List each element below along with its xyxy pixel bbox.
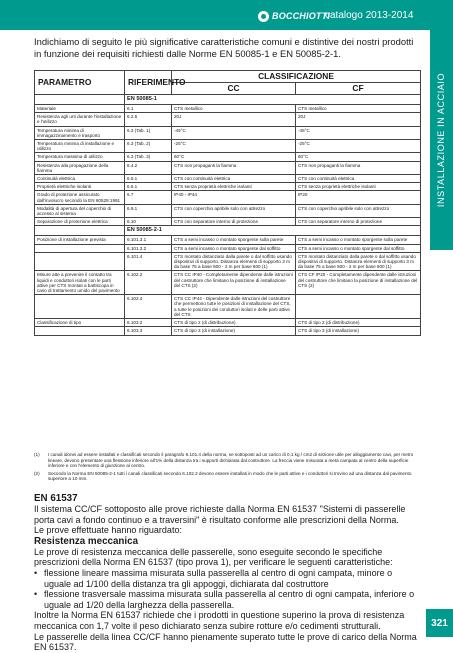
cell-ref: 6.101.3.1 bbox=[125, 236, 172, 244]
footnote-text: Secondo la Norma EN 50085-2-1 tutti i canali classificati secondo 6.102.2 devono essere installati in modo che le parti attive e i conduttori si trovino ad una distanza dal pavimento superiore a 10 mm. bbox=[48, 470, 412, 482]
section-subheading: Resistenza meccanica bbox=[34, 535, 139, 547]
cell-cc: CTS montato distanziato dalla parete o dal soffitto usando dispositivi di supporto. Distanza elementi di supporto 3 m da base 75 a base 500 - 2 m per base 600 (1) bbox=[172, 252, 296, 271]
cell-param: Grado di protezione assicurato dall'involucro secondo la EN 60529:1991 bbox=[35, 191, 125, 204]
section-bullet: • flessione lineare massima misurata sulla passerella al centro di ogni campata, minore o uguale ad 1/100 della distanza tra gli appoggi, dichiarata dal costruttore bbox=[34, 568, 420, 589]
cell-cc: 60°C bbox=[172, 153, 296, 161]
brand-name: BOCCHIOTTI bbox=[272, 11, 330, 21]
table-row bbox=[35, 105, 421, 113]
cell-cc: CTS senza proprietà elettriche isolanti bbox=[172, 183, 296, 191]
cell-cf: -25°C bbox=[296, 140, 421, 153]
brand-logo bbox=[258, 9, 330, 23]
cell-cc: CTS CC IP40 - Completamente dipendente dalle istruzioni del costruttore che limitano la posizione di installazione del CTS (2) bbox=[172, 271, 296, 295]
cell-ref: 6.103.2 bbox=[125, 319, 172, 327]
cell-cc: CTS di tipo 3 (di installazione) bbox=[172, 327, 296, 335]
cell-cc: CTS non propaganti la fiamma bbox=[172, 161, 296, 174]
table-row bbox=[35, 327, 421, 335]
footnote bbox=[34, 471, 420, 482]
section-paragraph-3: Le prove di resistenza meccanica delle passerelle, sono eseguite secondo le specifiche prescrizioni della Norma EN 61537 (tipo prova 1), per verificare le seguenti caratteristiche: bbox=[34, 546, 393, 568]
section-paragraph-2: Le prove effettuate hanno riguardato: bbox=[34, 525, 182, 536]
cell-cc: 20J bbox=[172, 113, 296, 126]
section-heading: EN 61537 bbox=[34, 493, 78, 504]
cell-ref: 6.103.3 bbox=[125, 327, 172, 335]
cell-param: Resistenza alla propagazione della fiamma bbox=[35, 161, 125, 174]
section-paragraph-4: Inoltre la Norma EN 61537 richiede che i prodotti in questione superino la prova di resistenza meccanica con 1,7 volte il peso dichiarato senza subire rotture e/o cedimenti strutturali. bbox=[34, 610, 405, 631]
cell-cf: CTS di tipo 2 (di distribuzione) bbox=[296, 319, 421, 327]
cell-cf bbox=[296, 295, 421, 319]
cell-cf: CTS a semi incasso o montato sporgente sulla parete bbox=[296, 236, 421, 244]
cell-param: Resistenza agli urti durante l'installazione e l'utilizzo bbox=[35, 113, 125, 126]
section-bullet-list bbox=[34, 568, 420, 610]
section-row bbox=[35, 226, 421, 236]
section-row bbox=[35, 95, 421, 105]
section-title: EN 50085-2-1 bbox=[125, 226, 421, 236]
cell-param: Separazione di protezione elettrica bbox=[35, 218, 125, 226]
table-row bbox=[35, 204, 421, 217]
cell-ref: 6.3 (Tab. 2) bbox=[125, 140, 172, 153]
footnote-number: (2) bbox=[34, 470, 40, 476]
footnotes bbox=[34, 452, 420, 484]
footnote-text: I canali idonei ad essere installati e classificati secondo il paragrafo 6.101.4 della norma, se sottoposti ad un carico di 0,1 kg / cm2 di sezione utile per alloggiamento cavi, per metro lineare, devono presentare una flessione inferiore all'1% della distanza tra i supporti dichiarata dal costruttore. La freccia viene misurata a metà campata al centro della superficie inferiore e con l'elemento di giunzione al centro. bbox=[48, 452, 414, 469]
col-header-ref: RIFERIMENTO bbox=[125, 71, 172, 95]
cell-param: Materiale bbox=[35, 105, 125, 113]
cell-param bbox=[35, 244, 125, 252]
cell-cc: -25°C bbox=[172, 140, 296, 153]
cell-param: Misure atte a prevenire il contatto tra liquidi e conduttori isolati con le parti attive per CTS montati a battiscopa in caso di trattamento umido del pavimento bbox=[35, 271, 125, 295]
cell-cc: CTS a semi incasso o montato sporgente sulla parete bbox=[172, 236, 296, 244]
cell-cf: CTS a semi incasso o montato sporgente dal soffitto bbox=[296, 244, 421, 252]
cell-param: Continuità elettrica bbox=[35, 175, 125, 183]
catalog-title: catalogo 2013-2014 bbox=[325, 10, 414, 21]
cell-ref: 6.102.4 bbox=[125, 295, 172, 319]
cell-ref: 6.5.1 bbox=[125, 175, 172, 183]
cell-cc: IP40 - IP44 bbox=[172, 191, 296, 204]
footnote bbox=[34, 452, 420, 469]
section-paragraph-1: Il sistema CC/CF sottoposto alle prove richieste dalla Norma EN 61537 "Sistemi di passerelle porta cavi a fondo continuo e a traversini" è risultato conforme alle prescrizioni della Norma. bbox=[34, 504, 406, 525]
section-row-spacer bbox=[35, 226, 125, 236]
cell-cf: CTS con coperchio apribile solo con attrezzo bbox=[296, 204, 421, 217]
cell-ref: 6.1 bbox=[125, 105, 172, 113]
cell-ref: 6.2.5 bbox=[125, 113, 172, 126]
table-row bbox=[35, 175, 421, 183]
cell-ref: 6.101.3.2 bbox=[125, 244, 172, 252]
side-tab-label: INSTALLAZIONE IN ACCIAIO bbox=[436, 72, 446, 208]
cell-ref: 6.7 bbox=[125, 191, 172, 204]
cell-param bbox=[35, 295, 125, 319]
cell-cc: CTS metallico bbox=[172, 105, 296, 113]
col-header-cc: CC bbox=[172, 83, 296, 95]
cell-cf: CTS senza proprietà elettriche isolanti bbox=[296, 183, 421, 191]
en61537-section bbox=[34, 493, 420, 653]
cell-ref: 6.3 (Tab. 1) bbox=[125, 126, 172, 139]
table-row bbox=[35, 244, 421, 252]
col-header-cf: CF bbox=[296, 83, 421, 95]
cell-cc: CTS CC IP44 - Dipendente dalle istruzioni del costruttore che permettono tutte le posizioni di installazione del CTS, a tutte le posizioni dei conduttori isolati e delle parti attive del CTS bbox=[172, 295, 296, 319]
spec-table-body bbox=[35, 95, 421, 336]
cell-cf: -45°C bbox=[296, 126, 421, 139]
cell-ref: 6.3 (Tab. 3) bbox=[125, 153, 172, 161]
cell-cf: 20J bbox=[296, 113, 421, 126]
section-title: EN 50085-1 bbox=[125, 95, 421, 105]
table-row bbox=[35, 126, 421, 139]
cell-cc: -45°C bbox=[172, 126, 296, 139]
table-row bbox=[35, 218, 421, 226]
cell-ref: 6.101.4 bbox=[125, 252, 172, 271]
cell-ref: 6.102.2 bbox=[125, 271, 172, 295]
col-header-param: PARAMETRO bbox=[35, 71, 125, 95]
cell-param bbox=[35, 252, 125, 271]
cell-cf: CTS CF IP20 - Completamente dipendente dalle istruzioni del costruttore che limitano la posizione di installazione del CTS (2) bbox=[296, 271, 421, 295]
table-row bbox=[35, 236, 421, 244]
cell-param: Temperatura massima di utilizzo bbox=[35, 153, 125, 161]
cell-param: Classificazione di tipo bbox=[35, 319, 125, 327]
col-header-class: CLASSIFICAZIONE bbox=[172, 71, 421, 83]
cell-param: Modalità di apertura del coperchio di accesso al sistema bbox=[35, 204, 125, 217]
cell-cc: CTS con separatore interno di protezione bbox=[172, 218, 296, 226]
cell-cf: CTS con separatore interno di protezione bbox=[296, 218, 421, 226]
page-number: 321 bbox=[426, 609, 453, 637]
cell-param: Proprietà elettriche isolanti bbox=[35, 183, 125, 191]
cell-param: Temperatura minima di installazione e utilizzo bbox=[35, 140, 125, 153]
table-row bbox=[35, 295, 421, 319]
cell-cf: CTS montato distanziato dalla parete o dal soffitto usando dispositivi di supporto. Distanza elementi di supporto 3 m da base 75 a base 500 - 2 m per base 600 (1) bbox=[296, 252, 421, 271]
section-row-spacer bbox=[35, 95, 125, 105]
cell-cf: 60°C bbox=[296, 153, 421, 161]
spec-table bbox=[34, 70, 421, 336]
cell-param: Posizione di installazione prevista bbox=[35, 236, 125, 244]
footnote-number: (1) bbox=[34, 452, 40, 457]
cell-ref: 6.6.1 bbox=[125, 183, 172, 191]
cell-cc: CTS con coperchio apribile solo con attrezzo bbox=[172, 204, 296, 217]
cell-cf: CTS di tipo 3 (di installazione) bbox=[296, 327, 421, 335]
table-row bbox=[35, 319, 421, 327]
cell-param bbox=[35, 327, 125, 335]
cell-cc: CTS con continuità elettrica bbox=[172, 175, 296, 183]
side-tab bbox=[430, 30, 453, 250]
cell-cc: CTS di tipo 2 (di distribuzione) bbox=[172, 319, 296, 327]
table-row bbox=[35, 153, 421, 161]
table-row bbox=[35, 161, 421, 174]
header-bar bbox=[0, 0, 453, 30]
cell-cf: IP20 bbox=[296, 191, 421, 204]
cell-cf: CTS metallico bbox=[296, 105, 421, 113]
cell-ref: 6.4.2 bbox=[125, 161, 172, 174]
section-bullet: • flessione trasversale massima misurata sulla passerella al centro di ogni campata, inferiore o uguale ad 1/20 della larghezza della passerella. bbox=[34, 589, 420, 610]
cell-cf: CTS con continuità elettrica bbox=[296, 175, 421, 183]
table-row bbox=[35, 252, 421, 271]
cell-cc: CTS a semi incasso o montato sporgente dal soffitto bbox=[172, 244, 296, 252]
cell-ref: 6.9.1 bbox=[125, 204, 172, 217]
cell-ref: 6.10 bbox=[125, 218, 172, 226]
table-row bbox=[35, 140, 421, 153]
table-row bbox=[35, 113, 421, 126]
table-row bbox=[35, 183, 421, 191]
table-row bbox=[35, 271, 421, 295]
section-paragraph-5: Le passerelle della linea CC/CF hanno pienamente superato tutte le prove di carico della Norma EN 61537. bbox=[34, 631, 417, 653]
intro-paragraph: Indichiamo di seguito le più significative caratteristiche comuni e distintive dei nostri prodotti in funzione dei requisiti richiesti dalle Norme EN 50085-1 e EN 50085-2-1. bbox=[34, 36, 414, 59]
table-row bbox=[35, 191, 421, 204]
cell-cf: CTS non propaganti la fiamma bbox=[296, 161, 421, 174]
cell-param: Temperatura minima di immagazzinamento e trasporto bbox=[35, 126, 125, 139]
brand-logo-icon bbox=[258, 11, 269, 22]
